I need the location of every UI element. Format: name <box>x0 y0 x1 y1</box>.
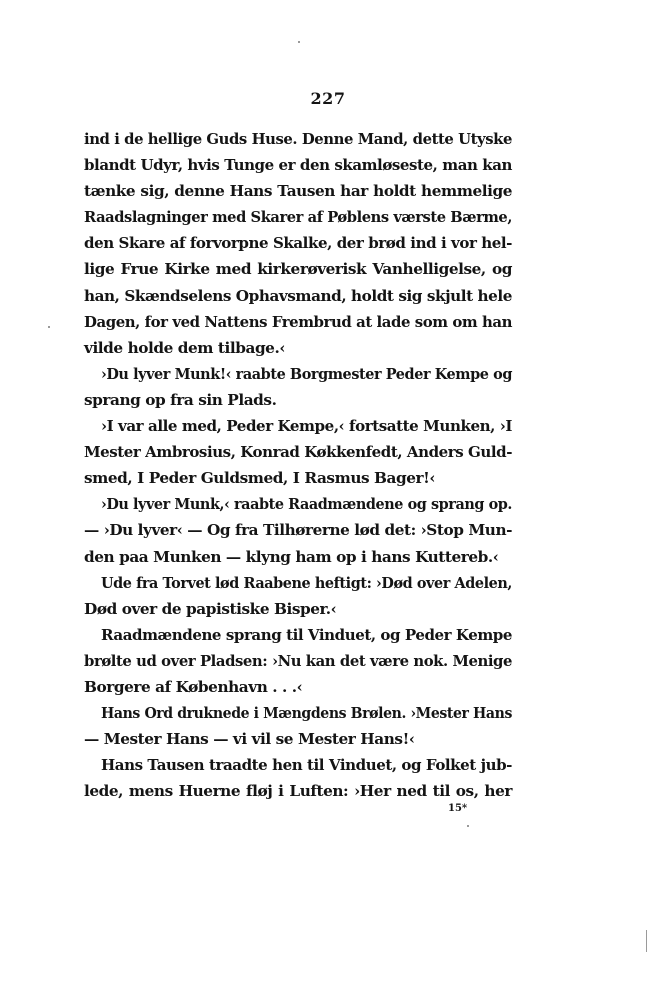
text-line-content: lede, mens Huerne fløj i Luften: ›Her ned til os, her <box>84 782 512 801</box>
text-line-content: han, Skændselens Ophavsmand, holdt sig skjult hele <box>84 286 512 305</box>
text-line <box>84 674 512 700</box>
text-line <box>84 387 512 413</box>
text-line-content: vilde holde dem tilbage.‹ <box>84 338 286 357</box>
text-line <box>84 152 512 178</box>
scan-speck <box>48 326 50 328</box>
text-line <box>84 726 512 752</box>
text-line <box>84 752 512 778</box>
text-line-content: ind i de hellige Guds Huse. Denne Mand, dette Utyske <box>84 130 512 148</box>
signature-mark: 15* <box>448 803 468 814</box>
text-line-content: ›Du lyver Munk,‹ raabte Raadmændene og sprang op. <box>101 495 512 514</box>
text-line-content: den paa Munken — klyng ham op i hans Kuttereb.‹ <box>84 547 499 566</box>
text-line <box>84 465 512 491</box>
text-line <box>84 230 512 256</box>
text-line-content: — Mester Hans — vi vil se Mester Hans!‹ <box>84 730 415 749</box>
text-line-content: sprang op fra sin Plads. <box>84 390 277 409</box>
text-line-content: ›I var alle med, Peder Kempe,‹ fortsatte Munken, ›I <box>101 417 512 436</box>
text-line <box>84 126 512 152</box>
text-line <box>84 361 512 387</box>
text-line <box>84 544 512 570</box>
text-line <box>84 439 512 465</box>
text-line-content: Død over de papistiske Bisper.‹ <box>84 599 337 618</box>
scan-speck <box>298 41 300 43</box>
text-line-content: brølte ud over Pladsen: ›Nu kan det være nok. Menige <box>84 651 512 670</box>
scan-speck <box>646 930 647 952</box>
text-line <box>84 309 512 335</box>
text-line <box>84 335 512 361</box>
text-line-content: blandt Udyr, hvis Tunge er den skamløseste, man kan <box>84 156 512 175</box>
text-line-content: Hans Ord druknede i Mængdens Brølen. ›Mester Hans <box>101 704 512 723</box>
text-line-content: Dagen, for ved Nattens Frembrud at lade som om han <box>84 312 512 331</box>
text-line <box>84 283 512 309</box>
text-line-content: ›Du lyver Munk!‹ raabte Borgmester Peder Kempe og <box>101 364 512 383</box>
text-line <box>84 596 512 622</box>
text-line <box>84 622 512 648</box>
text-line <box>84 491 512 517</box>
body-text <box>84 126 512 804</box>
page-number: 227 <box>310 89 346 108</box>
text-line <box>84 256 512 282</box>
text-line <box>84 517 512 543</box>
text-line-content: Ude fra Torvet lød Raabene heftigt: ›Død over Adelen, <box>101 573 512 592</box>
text-line <box>84 178 512 204</box>
text-line-content: smed, I Peder Guldsmed, I Rasmus Bager!‹ <box>84 469 436 488</box>
text-line-content: lige Frue Kirke med kirkerøverisk Vanhelligelse, og <box>84 260 512 279</box>
text-line <box>84 778 512 804</box>
text-line <box>84 570 512 596</box>
text-line <box>84 204 512 230</box>
text-line-content: Raadmændene sprang til Vinduet, og Peder Kempe <box>101 625 512 644</box>
text-line <box>84 648 512 674</box>
text-line-content: tænke sig, denne Hans Tausen har holdt hemmelige <box>84 182 512 201</box>
text-line-content: Raadslagninger med Skarer af Pøblens værste Bærme, <box>84 208 512 227</box>
scan-speck <box>467 825 469 827</box>
text-line-content: — ›Du lyver‹ — Og fra Tilhørerne lød det: ›Stop Mun- <box>84 521 512 540</box>
text-line <box>84 413 512 439</box>
text-line-content: Mester Ambrosius, Konrad Køkkenfedt, Anders Guld- <box>84 443 512 462</box>
text-line-content: Hans Tausen traadte hen til Vinduet, og Folket jub- <box>101 756 512 775</box>
text-line-content: Borgere af København . . .‹ <box>84 677 303 696</box>
text-line-content: den Skare af forvorpne Skalke, der brød ind i vor hel- <box>84 234 512 253</box>
text-line <box>84 700 512 726</box>
